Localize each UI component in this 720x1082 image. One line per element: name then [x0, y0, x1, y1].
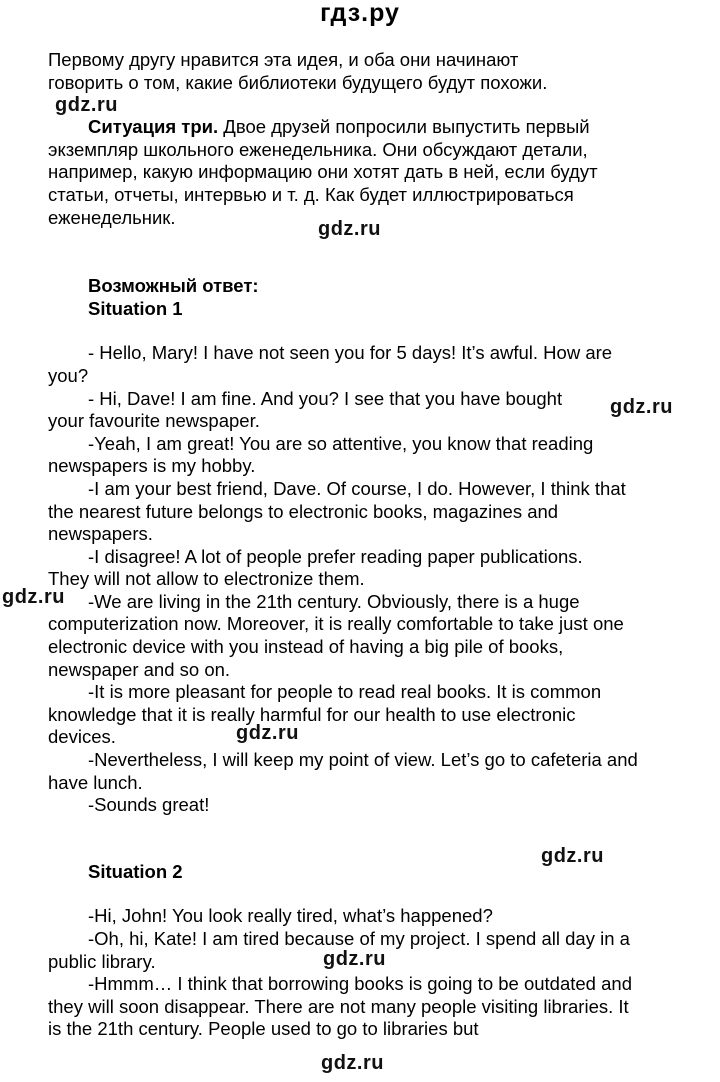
situation-three-label: Ситуация три.	[88, 116, 219, 138]
situation-three-text: Двое друзей попросили выпустить первый экземпляр школьного еженедельника. Они обсуждают детали, например, какую информацию они хотят дать в ней, если будут статьи, отчеты, интервью и т. д. Как будет иллюстрироваться еженедельник.	[48, 116, 598, 228]
dialogue-line: -Sounds great!	[88, 794, 210, 816]
watermark: gdz.ru	[541, 845, 604, 867]
watermark: gdz.ru	[236, 722, 299, 744]
dialogue-line: - Hi, Dave! I am fine. And you? I see that you have bought your favourite newspaper.	[48, 387, 563, 432]
dialogue-line: -I disagree! A lot of people prefer reading paper publications. They will not allow to electronize them.	[48, 545, 583, 590]
situation-2-title: Situation 2	[88, 860, 183, 882]
dialogue-line: -Yeah, I am great! You are so attentive, you know that reading newspapers is my hobby.	[48, 432, 594, 477]
document-body	[48, 49, 668, 1041]
watermark: gdz.ru	[610, 396, 673, 418]
watermark: gdz.ru	[318, 218, 381, 240]
dialogue-line: -Hi, John! You look really tired, what’s happened?	[88, 905, 493, 927]
dialogue-line: -Oh, hi, Kate! I am tired because of my project. I spend all day in a public library.	[48, 928, 630, 972]
site-header: гдз.ру	[320, 0, 400, 27]
dialogue-line: -Nevertheless, I will keep my point of view. Let’s go to cafeteria and have lunch.	[48, 749, 638, 793]
dialogue-line: -It is more pleasant for people to read real books. It is common knowledge that it is really harmful for our health to use electronic devices.	[48, 681, 602, 748]
dialogue-line: -Hmmm… I think that borrowing books is going to be outdated and they will soon disappear. There are not many people visiting libraries. It is the 21th century. People used to go to libraries but	[48, 973, 632, 1040]
dialogue-line: -We are living in the 21th century. Obviously, there is a huge computerization now. Moreover, it is really comfortable to take just one electronic device with you instead of having a big pile of books, newspaper and so on.	[48, 590, 624, 680]
situation-2-dialogue	[48, 905, 668, 1041]
dialogue-line: -I am your best friend, Dave. Of course, I do. However, I think that the nearest future belongs to electronic books, magazines and newspapers.	[48, 477, 626, 545]
watermark: gdz.ru	[323, 948, 386, 970]
intro-paragraph: Первому другу нравится эта идея, и оба они начинают говорить о том, какие библиотеки будущего будут похожи.	[48, 49, 548, 93]
watermark: gdz.ru	[55, 94, 118, 116]
situation-three-paragraph	[48, 116, 633, 229]
situation-1-dialogue	[48, 342, 668, 816]
dialogue-line: - Hello, Mary! I have not seen you for 5 days! It’s awful. How are you?	[48, 342, 613, 386]
situation-1-title: Situation 1	[88, 297, 183, 319]
watermark: gdz.ru	[2, 586, 65, 608]
watermark: gdz.ru	[321, 1052, 384, 1074]
answer-heading: Возможный ответ:	[88, 275, 259, 297]
